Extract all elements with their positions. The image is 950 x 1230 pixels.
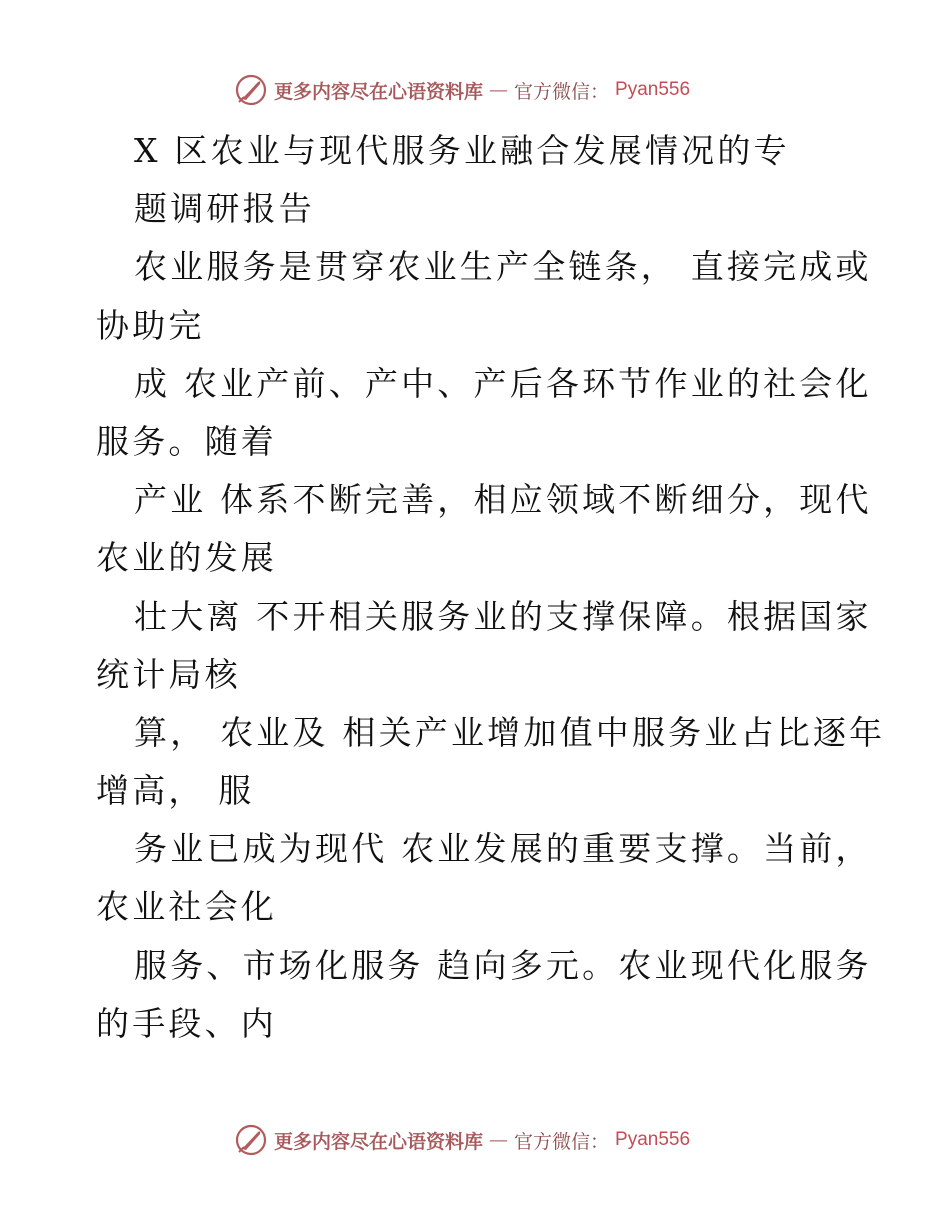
- watermark-wechat-id: Pyan556: [615, 1129, 691, 1150]
- quill-logo-icon: [234, 1123, 268, 1157]
- text-line: 壮大离 不开相关服务业的支撑保障。根据国家: [134, 596, 872, 636]
- text-line: 的手段、内: [96, 1003, 277, 1043]
- text-line: X 区农业与现代服务业融合发展情况的专: [134, 131, 790, 170]
- text-line: 统计局核: [96, 654, 241, 694]
- text-line: 农业的发展: [96, 538, 277, 578]
- watermark-text: 更多内容尽在心语资料库: [274, 80, 484, 103]
- watermark-wechat-label: 官方微信：: [514, 1130, 610, 1153]
- text-line: 成 农业产前、产中、产后各环节作业的社会化: [134, 363, 872, 403]
- quill-logo-icon: [234, 73, 268, 107]
- watermark-separator: —: [489, 1129, 509, 1151]
- watermark-text: 更多内容尽在心语资料库: [274, 1130, 484, 1153]
- text-line: 务业已成为现代 农业发展的重要支撑。当前，: [134, 829, 872, 869]
- footer-watermark: [234, 1120, 690, 1160]
- watermark-separator: —: [489, 79, 509, 101]
- text-line: 题调研报告: [134, 189, 315, 229]
- text-line: 农业服务是贯穿农业生产全链条， 直接完成或: [134, 247, 872, 287]
- text-line: 算， 农业及 相关产业增加值中服务业占比逐年: [134, 712, 886, 752]
- text-line: 服务。随着: [96, 421, 277, 461]
- text-line: 服务、市场化服务 趋向多元。农业现代化服务: [134, 945, 872, 985]
- text-line: 产业 体系不断完善，相应领域不断细分，现代: [134, 480, 872, 520]
- text-line: 协助完: [96, 305, 205, 345]
- text-line: 增高， 服: [96, 771, 255, 811]
- document-body: [96, 122, 886, 1053]
- header-watermark: [234, 70, 690, 110]
- text-line: 农业社会化: [96, 887, 277, 927]
- watermark-wechat-id: Pyan556: [615, 79, 691, 100]
- watermark-wechat-label: 官方微信：: [514, 80, 610, 103]
